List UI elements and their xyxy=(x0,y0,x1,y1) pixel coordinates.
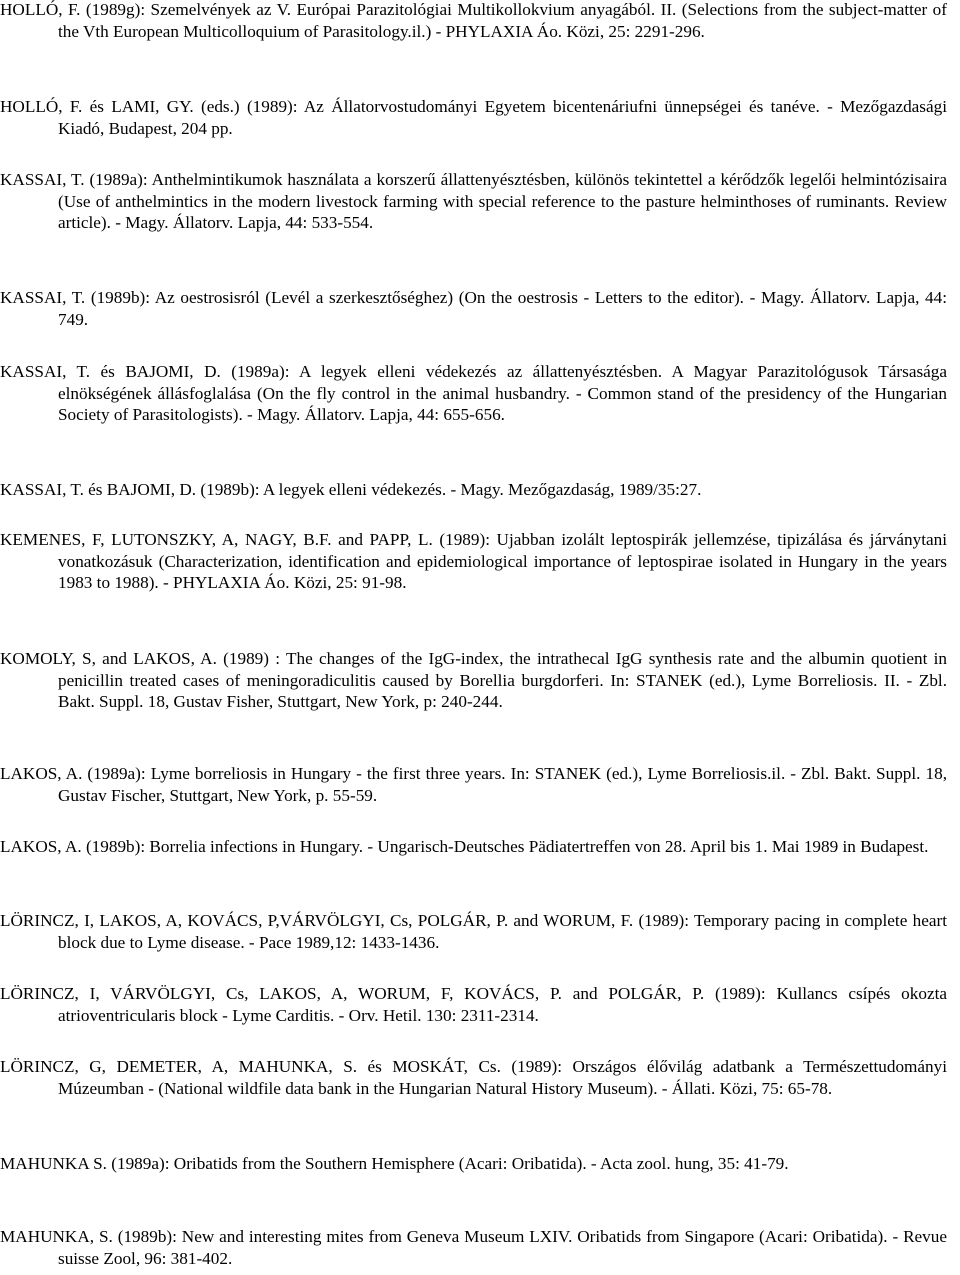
reference-entry xyxy=(0,836,947,858)
reference-text: HOLLÓ, F. és LAMI, GY. (eds.) (1989): Az Állatorvostudományi Egyetem bicentenáriufni ünnepségei és tanéve. - Mezőgazdasági Kiadó, Budapest, 204 pp. xyxy=(0,97,947,138)
reference-entry xyxy=(0,361,947,426)
reference-text: LÖRINCZ, I, LAKOS, A, KOVÁCS, P,VÁRVÖLGYI, Cs, POLGÁR, P. and WORUM, F. (1989): Temporary pacing in complete heart block due to Lyme disease. - Pace 1989,12: 1433-1436. xyxy=(0,911,947,952)
reference-text: LAKOS, A. (1989b): Borrelia infections in Hungary. - Ungarisch-Deutsches Pädiatertreffen von 28. April bis 1. Mai 1989 in Budapest. xyxy=(0,837,929,856)
reference-entry xyxy=(0,529,947,594)
reference-entry xyxy=(0,287,947,330)
reference-text: LÖRINCZ, G, DEMETER, A, MAHUNKA, S. és MOSKÁT, Cs. (1989): Országos élővilág adatbank a Természettudományi Múzeumban - (National wildfile data bank in the Hungarian Natural History Museum). - Állati. Közi, 75: 65-78. xyxy=(0,1057,947,1098)
reference-entry xyxy=(0,96,947,139)
reference-text: HOLLÓ, F. (1989g): Szemelvények az V. Európai Parazitológiai Multikollokvium anyagából. II. (Selections from the subject-matter of the Vth European Multicolloquium of Parasitology.il.) - PHYLAXIA Áo. Közi, 25: 2291-296. xyxy=(0,0,947,41)
reference-entry xyxy=(0,1056,947,1099)
reference-entry xyxy=(0,763,947,806)
reference-entry xyxy=(0,169,947,234)
reference-entry xyxy=(0,648,947,713)
reference-text: LÖRINCZ, I, VÁRVÖLGYI, Cs, LAKOS, A, WORUM, F, KOVÁCS, P. and POLGÁR, P. (1989): Kullancs csípés okozta atrioventricularis block - Lyme Carditis. - Orv. Hetil. 130: 2311-2314. xyxy=(0,984,947,1025)
reference-entry xyxy=(0,479,947,501)
reference-text: KEMENES, F, LUTONSZKY, A, NAGY, B.F. and PAPP, L. (1989): Ujabban izolált leptospirák jellemzése, tipizálása és járványtani vonatkozásuk (Characterization, identification and epidemiological importance of leptospirae isolated in Hungary in the years 1983 to 1988). - PHYLAXIA Áo. Közi, 25: 91-98. xyxy=(0,530,947,593)
reference-entry xyxy=(0,983,947,1026)
reference-text: KASSAI, T. (1989a): Anthelmintikumok használata a korszerű állattenyésztésben, különös tekintettel a kérődzők legelői helmintózisaira (Use of anthelmintics in the modern livestock farming with special reference to the pasture helminthoses of ruminants. Review article). - Magy. Állatorv. Lapja, 44: 533-554. xyxy=(0,170,947,233)
reference-entry xyxy=(0,1153,947,1175)
reference-text: KASSAI, T. és BAJOMI, D. (1989b): A legyek elleni védekezés. - Magy. Mezőgazdaság, 1989/35:27. xyxy=(0,480,702,499)
reference-text: KASSAI, T. (1989b): Az oestrosisról (Levél a szerkesztőséghez) (On the oestrosis - Letters to the editor). - Magy. Állatorv. Lapja, 44: 749. xyxy=(0,288,947,329)
reference-text: KASSAI, T. és BAJOMI, D. (1989a): A legyek elleni védekezés az állattenyésztésben. A Magyar Parazitológusok Társasága elnökségének állásfoglalása (On the fly control in the animal husbandry. - Common stand of the presidency of the Hungarian Society of Parasitologists). - Magy. Állatorv. Lapja, 44: 655-656. xyxy=(0,362,947,425)
reference-text: KOMOLY, S, and LAKOS, A. (1989) : The changes of the IgG-index, the intrathecal IgG synthesis rate and the albumin quotient in penicillin treated cases of meningoradiculitis caused by Borellia burgdorferi. In: STANEK (ed.), Lyme Borreliosis. II. - Zbl. Bakt. Suppl. 18, Gustav Fisher, Stuttgart, New York, p: 240-244. xyxy=(0,649,947,712)
reference-text: MAHUNKA S. (1989a): Oribatids from the Southern Hemisphere (Acari: Oribatida). - Acta zool. hung, 35: 41-79. xyxy=(0,1154,789,1173)
reference-entry xyxy=(0,910,947,953)
reference-entry xyxy=(0,0,947,42)
reference-text: MAHUNKA, S. (1989b): New and interesting mites from Geneva Museum LXIV. Oribatids from Singapore (Acari: Oribatida). - Revue suisse Zool, 96: 381-402. xyxy=(0,1227,947,1268)
reference-text: LAKOS, A. (1989a): Lyme borreliosis in Hungary - the first three years. In: STANEK (ed.), Lyme Borreliosis.il. - Zbl. Bakt. Suppl. 18, Gustav Fischer, Stuttgart, New York, p. 55-59. xyxy=(0,764,947,805)
reference-entry xyxy=(0,1226,947,1269)
